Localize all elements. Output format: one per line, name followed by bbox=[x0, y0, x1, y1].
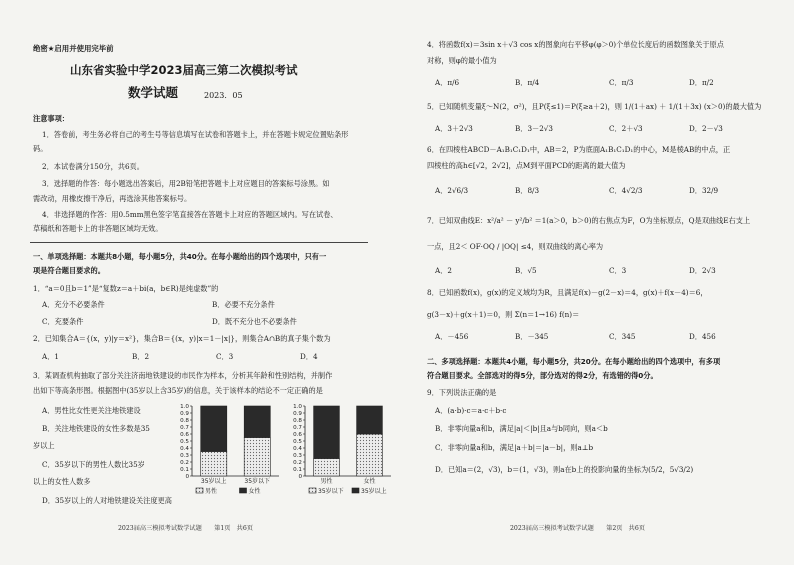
q9-option: B．非零向量a和b，满足|a|＜|b|且a与b同向，则a＜b bbox=[435, 424, 608, 433]
q4-option: A．π/6 bbox=[435, 78, 460, 87]
y-tick-label: 0 bbox=[298, 474, 302, 480]
q5-stem: 5．已知随机变量ξ～N(2，σ²)，且P(ξ≤1)＝P(ξ≥a＋2)，则 1/(1＋ax) ＋ 1/(1＋3x) (x＞0)的最大值为 bbox=[427, 102, 762, 111]
q8-option: C．345 bbox=[609, 332, 636, 341]
legend-swatch bbox=[352, 488, 359, 493]
q1-option: C．充要条件 bbox=[42, 317, 84, 326]
y-tick-label: 0.5 bbox=[293, 439, 302, 445]
x-tick-label: 男性 bbox=[320, 478, 333, 485]
q3-option: A．男性比女性更关注地铁建设 bbox=[42, 406, 141, 415]
q9-stem: 9．下列说法正确的是 bbox=[427, 388, 497, 397]
y-tick-label: 0.8 bbox=[293, 418, 302, 424]
bar-segment bbox=[314, 459, 340, 477]
q4-stem: 4．将函数f(x)＝3sin x＋√3 cos x的图象向右平移φ(φ＞0)个单位长度后的函数图象关于原点 bbox=[427, 40, 724, 49]
legend-swatch bbox=[196, 488, 203, 493]
q4-stem: 对称，则φ的最小值为 bbox=[427, 56, 497, 65]
bar-segment bbox=[357, 406, 383, 434]
q2-option: A．1 bbox=[42, 352, 59, 361]
bar-segment bbox=[244, 406, 270, 438]
notice-line: 需改动，用橡皮擦干净后，再选涂其他答案标号。 bbox=[33, 194, 192, 203]
q9-option: C．非零向量a和b，满足|a＋b|＝|a－b|，则a⊥b bbox=[435, 443, 594, 452]
q3-option: B．关注地铁建设的女性多数是35 bbox=[42, 424, 150, 433]
secret-label: 绝密★启用并使用完毕前 bbox=[33, 44, 114, 53]
q2-option: D．4 bbox=[300, 352, 318, 361]
legend-swatch bbox=[240, 488, 247, 493]
q6-option: A．2√6/3 bbox=[435, 186, 469, 195]
q6-stem: 6．在四棱柱ABCD－A₁B₁C₁D₁中，AB＝2，P为底面A₁B₁C₁D₁的中心，M是棱AB的中点，正 bbox=[427, 145, 731, 154]
q6-option: B．8/3 bbox=[515, 186, 540, 195]
y-tick-label: 0.3 bbox=[293, 453, 302, 459]
x-tick-label: 35岁以上 bbox=[200, 478, 227, 485]
y-tick-label: 0 bbox=[185, 474, 189, 480]
x-tick-label: 35岁以下 bbox=[244, 478, 271, 485]
header-divider bbox=[30, 242, 368, 243]
y-tick-label: 0.6 bbox=[293, 432, 302, 438]
y-tick-label: 0.7 bbox=[293, 425, 302, 431]
q9-option: D．已知a＝(2，√3)，b＝(1，√3)，则a在b上的投影向量的坐标为(5/2，5√3/2) bbox=[435, 465, 694, 474]
q2-stem: 2．已知集合A＝{(x，y)|y＝x²}，集合B＝{(x，y)|x＝1－|x|}，则集合A∩B的真子集个数为 bbox=[33, 334, 331, 343]
q3-option: 以上的女性人数多 bbox=[33, 477, 91, 486]
bar-segment bbox=[357, 434, 383, 476]
y-tick-label: 0.1 bbox=[180, 467, 189, 473]
section2-heading: 二、多项选择题：本题共4小题，每小题5分，共20分。在每小题给出的四个选项中，有多项 bbox=[427, 357, 721, 366]
notice-title: 注意事项： bbox=[33, 114, 69, 123]
q4-option: B．π/4 bbox=[515, 78, 540, 87]
y-tick-label: 0.8 bbox=[180, 418, 189, 424]
exam-subject-title: 数学试题 bbox=[128, 85, 179, 100]
notice-line: 草稿纸和答题卡上的非答题区域均无效。 bbox=[33, 224, 163, 233]
q7-stem: 7．已知双曲线E：x²/a² － y²/b² ＝1(a＞0，b＞0)的右焦点为F，O为坐标原点，Q是双曲线E右支上 bbox=[427, 216, 751, 225]
legend-label: 女性 bbox=[248, 488, 261, 495]
notice-line: 码。 bbox=[33, 144, 48, 153]
q2-option: B．2 bbox=[132, 352, 150, 361]
q7-option: C．3 bbox=[609, 266, 627, 275]
q8-option: B．－345 bbox=[515, 332, 549, 341]
legend-label: 男性 bbox=[205, 488, 218, 495]
q7-option: D．2√3 bbox=[689, 266, 716, 275]
q4-option: C．π/3 bbox=[609, 78, 634, 87]
q7-option: A．2 bbox=[435, 266, 452, 275]
y-tick-label: 0.9 bbox=[293, 411, 302, 417]
q5-option: B．3－2√3 bbox=[515, 124, 553, 133]
bar-segment bbox=[201, 406, 227, 452]
section2-heading: 符合题目要求。全部选对的得5分，部分选对的得2分，有选错的得0分。 bbox=[427, 371, 658, 380]
x-tick-label: 女性 bbox=[363, 478, 376, 485]
y-tick-label: 0.4 bbox=[293, 446, 302, 452]
q9-option: A．(a·b)·c＝a·c＋b·c bbox=[435, 406, 507, 415]
exam-date: 2023．05 bbox=[204, 91, 243, 100]
y-tick-label: 0.7 bbox=[180, 425, 189, 431]
y-tick-label: 1.0 bbox=[180, 404, 189, 410]
q6-option: C．4√2/3 bbox=[609, 186, 643, 195]
q1-stem: 1．“a＝0且b＝1”是“复数z＝a＋bi(a，b∈R)是纯虚数”的 bbox=[33, 284, 219, 293]
y-tick-label: 0.5 bbox=[180, 439, 189, 445]
q8-stem: 8．已知函数f(x)，g(x)的定义域均为R，且满足f(x)－g(2－x)＝4，g(x)＋f(x－4)＝6， bbox=[427, 288, 708, 297]
chart-sex-age bbox=[281, 400, 395, 502]
notice-line: 2．本试卷满分150分，共6页。 bbox=[42, 162, 144, 171]
q8-stem: g(3－x)＋g(x＋1)＝0，则 Σ(n＝1→16) f(n)＝ bbox=[427, 310, 580, 319]
notice-line: 4．非选择题的作答：用0.5mm黑色签字笔直接答在答题卡上对应的答题区域内。写在试卷、 bbox=[42, 210, 338, 219]
q3-option: C．35岁以下的男性人数比35岁 bbox=[42, 460, 145, 469]
q4-option: D．π/2 bbox=[689, 78, 714, 87]
legend-swatch bbox=[309, 488, 316, 493]
q5-option: C．2＋√3 bbox=[609, 124, 643, 133]
y-tick-label: 0.1 bbox=[293, 467, 302, 473]
notice-line: 3．选择题的作答：每小题选出答案后，用2B铅笔把答题卡上对应题目的答案标号涂黑。如 bbox=[42, 179, 330, 188]
q3-option: 岁以上 bbox=[33, 441, 55, 450]
q1-option: A．充分不必要条件 bbox=[42, 300, 105, 309]
q8-option: A．－456 bbox=[435, 332, 469, 341]
q1-option: D．既不充分也不必要条件 bbox=[212, 317, 297, 326]
bar-segment bbox=[244, 438, 270, 477]
q8-option: D．456 bbox=[689, 332, 716, 341]
y-tick-label: 0.2 bbox=[180, 460, 189, 466]
section1-heading: 项是符合题目要求的。 bbox=[33, 266, 105, 275]
y-tick-label: 0.9 bbox=[180, 411, 189, 417]
q5-option: A．3＋2√3 bbox=[435, 124, 473, 133]
q7-stem: 一点，且2＜ OF·OQ / |OQ| ≤4，则双曲线的离心率为 bbox=[427, 242, 604, 251]
q1-option: B．必要不充分条件 bbox=[212, 300, 275, 309]
page-footer: 2023届高三模拟考试数学试题 第2页 共6页 bbox=[510, 525, 645, 532]
legend-label: 35岁以下 bbox=[318, 488, 344, 495]
y-tick-label: 0.4 bbox=[180, 446, 189, 452]
legend-label: 35岁以上 bbox=[361, 488, 387, 495]
q6-option: D．32/9 bbox=[689, 186, 719, 195]
chart-age-sex bbox=[168, 400, 283, 502]
page-footer: 2023届高三模拟考试数学试题 第1页 共6页 bbox=[118, 525, 253, 532]
bar-segment bbox=[201, 452, 227, 477]
y-tick-label: 0.2 bbox=[293, 460, 302, 466]
q6-stem: 四棱柱的高h∈[√2，2√2]，点M到平面PCD的距离的最大值为 bbox=[427, 161, 626, 170]
q7-option: B．√5 bbox=[515, 266, 537, 275]
q2-option: C．3 bbox=[216, 352, 234, 361]
section1-heading: 一、单项选择题：本题共8小题，每小题5分，共40分。在每小题给出的四个选项中，只有一 bbox=[33, 252, 327, 261]
q3-option: D．35岁以上的人对地铁建设关注度更高 bbox=[42, 496, 172, 505]
y-tick-label: 0.6 bbox=[180, 432, 189, 438]
q3-stem: 出如下等高条形图。根据图中(35岁以上含35岁)的信息，关于该样本的结论不一定正确的是 bbox=[33, 386, 323, 395]
exam-school-title: 山东省实验中学2023届高三第二次模拟考试 bbox=[70, 63, 298, 77]
y-tick-label: 0.3 bbox=[180, 453, 189, 459]
q3-stem: 3．某调查机构抽取了部分关注济南地铁建设的市民作为样本，分析其年龄和性别结构，并制作 bbox=[33, 371, 333, 380]
notice-line: 1．答卷前，考生务必将自己的考生号等信息填写在试卷和答题卡上，并在答题卡规定位置贴条形 bbox=[42, 130, 349, 139]
bar-segment bbox=[314, 406, 340, 459]
right-page bbox=[397, 0, 794, 565]
y-tick-label: 1.0 bbox=[293, 404, 302, 410]
q5-option: D．2－√3 bbox=[689, 124, 723, 133]
